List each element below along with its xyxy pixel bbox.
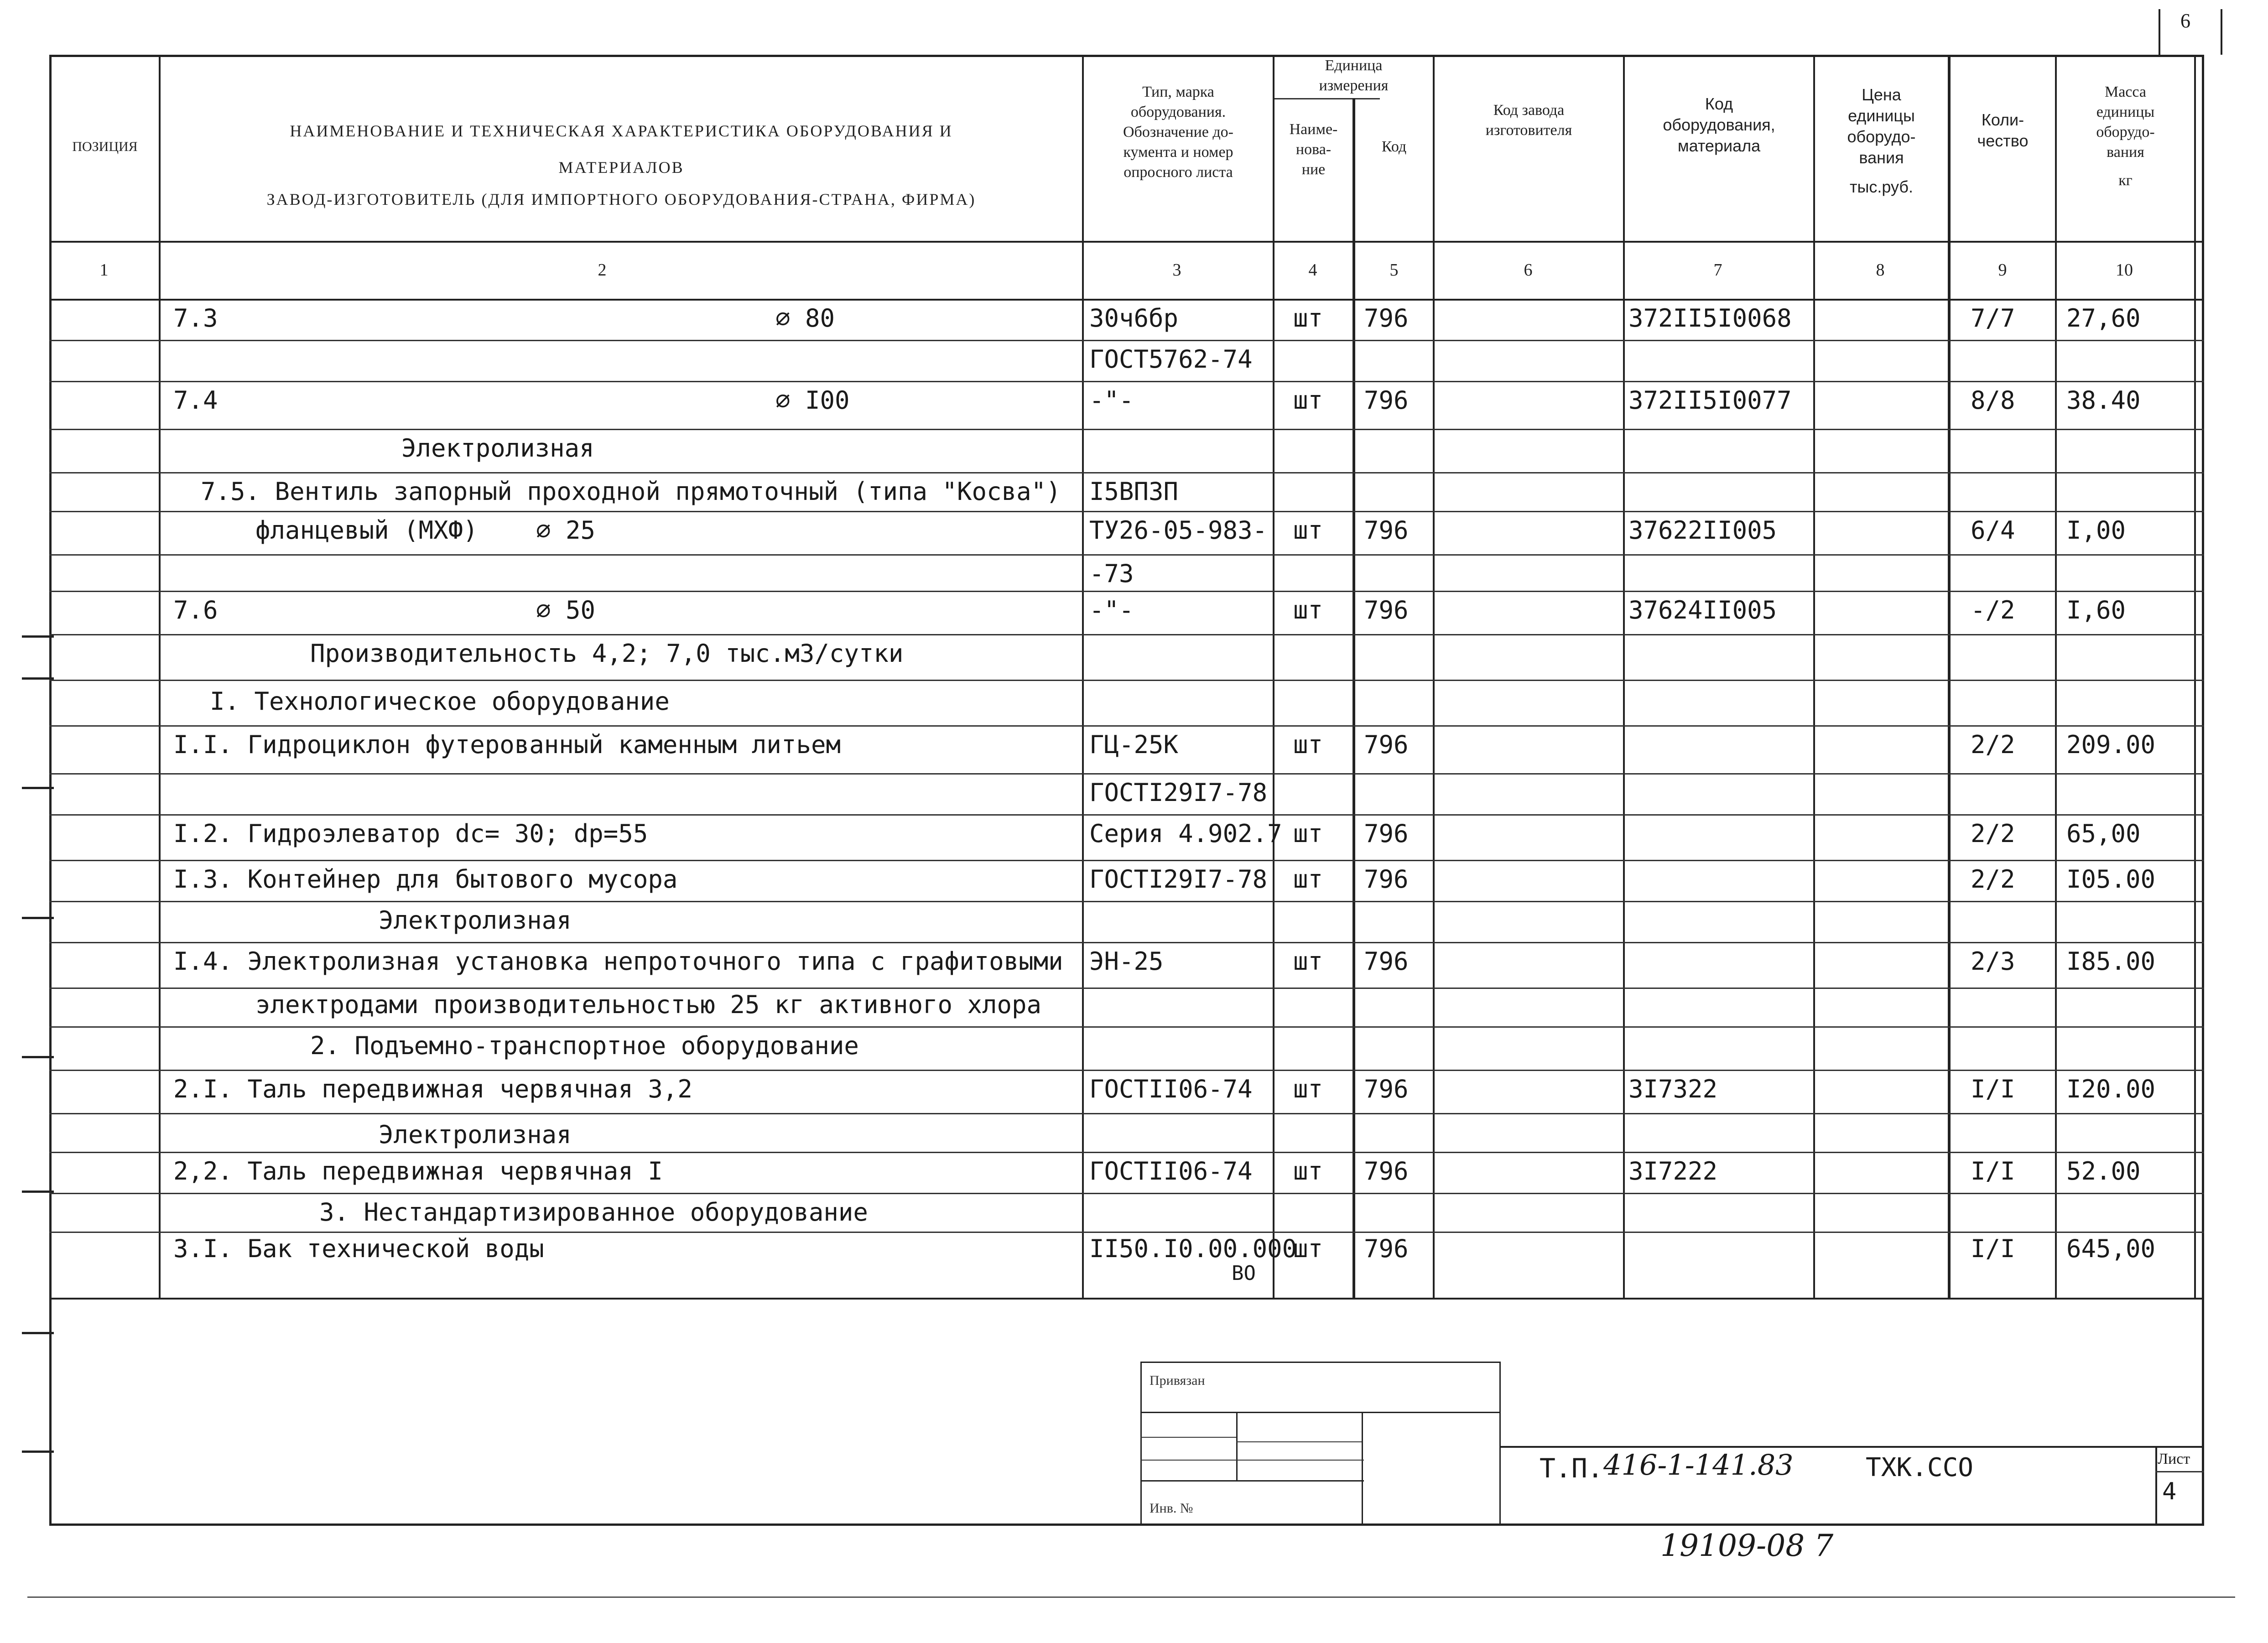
header-position: ПОЗИЦИЯ bbox=[72, 139, 138, 154]
row-mat: 37622II005 bbox=[1628, 516, 1777, 545]
row-type: ЭН-25 bbox=[1089, 947, 1164, 976]
row-mass: I05.00 bbox=[2066, 865, 2156, 894]
row-qty: I/I bbox=[1971, 1157, 2015, 1185]
stamp-privyazan: Привязан bbox=[1150, 1373, 1205, 1388]
row-dia: ∅ 50 bbox=[536, 596, 596, 624]
header-line: оборудования, bbox=[1663, 115, 1775, 134]
header-line: опросного листа bbox=[1124, 164, 1233, 181]
row-name: I. Технологическое оборудование bbox=[210, 687, 670, 716]
row-unit: шт bbox=[1293, 1157, 1323, 1185]
header-unit-group bbox=[1274, 56, 1433, 96]
row-code: 796 bbox=[1364, 730, 1409, 759]
row-name: I.3. Контейнер для бытового мусора bbox=[173, 865, 678, 894]
row-code: 796 bbox=[1364, 516, 1409, 545]
column-number: 4 bbox=[1308, 260, 1317, 280]
row-dia: ∅ 25 bbox=[536, 516, 596, 545]
row-unit: шт bbox=[1293, 947, 1323, 976]
row-mat: 372II5I0068 bbox=[1628, 304, 1792, 333]
header-unit-name bbox=[1274, 120, 1352, 180]
header-line: Масса bbox=[2104, 83, 2146, 100]
row-unit: шт bbox=[1293, 596, 1323, 624]
row-type: ГОСТII06-74 bbox=[1089, 1157, 1253, 1185]
row-qty: I/I bbox=[1971, 1234, 2015, 1263]
row-type: 30ч6бр bbox=[1089, 304, 1179, 333]
row-code: 796 bbox=[1364, 1234, 1409, 1263]
column-number: 7 bbox=[1713, 260, 1722, 280]
row-code: 796 bbox=[1364, 1157, 1409, 1185]
header-line: измерения bbox=[1319, 77, 1389, 94]
header-line: единицы bbox=[2096, 104, 2155, 120]
header-line: Единица bbox=[1325, 57, 1383, 74]
row-divider bbox=[49, 591, 2204, 592]
row-qty: -/2 bbox=[1971, 596, 2015, 624]
row-dia: ∅ 80 bbox=[775, 304, 835, 333]
row-mass: I,60 bbox=[2066, 596, 2126, 624]
row-qty: 2/2 bbox=[1971, 819, 2015, 848]
column-number: 5 bbox=[1389, 260, 1399, 280]
header-line: оборудо- bbox=[2096, 124, 2155, 140]
row-divider bbox=[49, 554, 2204, 556]
row-code: 796 bbox=[1364, 947, 1409, 976]
row-divider bbox=[49, 511, 2204, 512]
header-line: оборудо- bbox=[1847, 127, 1916, 146]
row-type: Серия 4.902.7 bbox=[1089, 819, 1282, 848]
row-divider bbox=[49, 680, 2204, 681]
row-qty: 2/2 bbox=[1971, 730, 2015, 759]
stamp-sheet-label: Лист bbox=[2158, 1451, 2190, 1467]
margin-tick bbox=[22, 1451, 54, 1453]
row-mass: 209.00 bbox=[2066, 730, 2156, 759]
row-divider bbox=[49, 381, 2204, 382]
row-qty: I/I bbox=[1971, 1075, 2015, 1103]
header-line: материала bbox=[1677, 136, 1761, 155]
row-divider bbox=[49, 1070, 2204, 1071]
row-divider bbox=[49, 340, 2204, 341]
header-line: кумента и номер bbox=[1123, 144, 1233, 161]
row-name: 2. Подъемно-транспортное оборудование bbox=[310, 1031, 859, 1060]
row-qty: 7/7 bbox=[1971, 304, 2015, 333]
footer-archive-number: 19109-08 7 bbox=[1660, 1528, 1834, 1563]
header-line: Код bbox=[1705, 94, 1733, 113]
row-type: ГОСТ5762-74 bbox=[1089, 345, 1253, 374]
header-price bbox=[1815, 84, 1948, 198]
row-type: ГЦ-25К bbox=[1089, 730, 1179, 759]
row-type: ГОСТI29I7-78 bbox=[1089, 778, 1268, 807]
row-code: 796 bbox=[1364, 386, 1409, 415]
header-line: единицы bbox=[1848, 106, 1915, 125]
header-line: Наиме- bbox=[1289, 121, 1338, 138]
header-unit-code: Код bbox=[1381, 138, 1407, 155]
header-line: Коли- bbox=[1981, 110, 2024, 129]
column-number: 2 bbox=[598, 260, 607, 280]
column-number: 9 bbox=[1998, 260, 2007, 280]
header-material-code bbox=[1625, 94, 1813, 156]
row-name: 7.5. Вентиль запорный проходной прямоточный (типа "Косва") bbox=[201, 477, 1061, 506]
row-name: фланцевый (МХФ) bbox=[255, 516, 478, 545]
row-qty: 2/3 bbox=[1971, 947, 2015, 976]
row-type: ТУ26-05-983- bbox=[1089, 516, 1268, 545]
row-divider bbox=[49, 634, 2204, 635]
row-unit: шт bbox=[1293, 865, 1323, 894]
row-divider bbox=[49, 773, 2204, 775]
row-mat: 372II5I0077 bbox=[1628, 386, 1792, 415]
row-type: ГОСТII06-74 bbox=[1089, 1075, 1253, 1103]
stamp-tp-prefix: Т.П. bbox=[1540, 1453, 1603, 1484]
header-line: Код завода bbox=[1493, 102, 1565, 119]
stamp-doc-code: ТХК.ССО bbox=[1866, 1453, 1974, 1482]
row-qty: 8/8 bbox=[1971, 386, 2015, 415]
row-unit: шт bbox=[1293, 304, 1323, 333]
row-divider bbox=[49, 901, 2204, 902]
margin-tick bbox=[22, 1056, 54, 1058]
row-divider bbox=[49, 1152, 2204, 1153]
row-type: -"- bbox=[1089, 386, 1134, 415]
row-name: 7.6 bbox=[173, 596, 218, 624]
row-type: I5ВП3П bbox=[1089, 477, 1179, 506]
header-line: Тип, марка bbox=[1142, 83, 1214, 100]
row-name: 2.I. Таль передвижная червячная 3,2 bbox=[173, 1075, 692, 1103]
header-name-line3: ЗАВОД-ИЗГОТОВИТЕЛЬ (ДЛЯ ИМПОРТНОГО ОБОРУДОВАНИЯ-СТРАНА, ФИРМА) bbox=[266, 190, 976, 208]
sheet-corner-number: 6 bbox=[2180, 10, 2190, 32]
header-line: вания bbox=[1859, 148, 1904, 167]
header-line: тыс.руб. bbox=[1849, 177, 1913, 196]
row-divider bbox=[49, 1026, 2204, 1028]
row-code: 796 bbox=[1364, 596, 1409, 624]
stamp-inv: Инв. № bbox=[1150, 1501, 1193, 1516]
row-divider bbox=[49, 1193, 2204, 1194]
row-name: I.4. Электролизная установка непроточного типа с графитовыми bbox=[173, 947, 1063, 976]
row-type: ГОСТI29I7-78 bbox=[1089, 865, 1268, 894]
row-unit: шт bbox=[1293, 1234, 1323, 1263]
row-qty: 6/4 bbox=[1971, 516, 2015, 545]
header-factory-code bbox=[1435, 100, 1623, 140]
row-mass: 52.00 bbox=[2066, 1157, 2141, 1185]
row-divider bbox=[49, 1113, 2204, 1114]
row-mass: I,00 bbox=[2066, 516, 2126, 545]
row-name: 3.I. Бак технической воды bbox=[173, 1234, 544, 1263]
row-code: 796 bbox=[1364, 304, 1409, 333]
row-name: Электролизная bbox=[379, 906, 572, 935]
row-unit: шт bbox=[1293, 516, 1323, 545]
row-mass: I20.00 bbox=[2066, 1075, 2156, 1103]
row-divider bbox=[49, 1232, 2204, 1233]
row-divider bbox=[49, 942, 2204, 943]
row-name: электродами производительностью 25 кг активного хлора bbox=[255, 990, 1042, 1019]
column-number: 3 bbox=[1172, 260, 1181, 280]
row-dia: ∅ I00 bbox=[775, 386, 850, 415]
row-mass: I85.00 bbox=[2066, 947, 2156, 976]
row-unit: шт bbox=[1293, 386, 1323, 415]
row-mass: 27,60 bbox=[2066, 304, 2141, 333]
header-line: изготовителя bbox=[1485, 122, 1572, 139]
margin-tick bbox=[22, 917, 54, 919]
column-number: 8 bbox=[1876, 260, 1885, 280]
row-divider bbox=[49, 429, 2204, 430]
column-number: 10 bbox=[2116, 260, 2133, 280]
header-line: нова- bbox=[1295, 141, 1332, 158]
row-unit: шт bbox=[1293, 819, 1323, 848]
row-name: 7.4 bbox=[173, 386, 218, 415]
column-number: 1 bbox=[99, 260, 109, 280]
header-name-line2: МАТЕРИАЛОВ bbox=[558, 158, 684, 177]
row-divider bbox=[49, 725, 2204, 727]
row-name: Электролизная bbox=[401, 434, 594, 463]
header-line: чество bbox=[1977, 131, 2029, 150]
row-name: 7.3 bbox=[173, 304, 218, 333]
header-quantity bbox=[1951, 109, 2055, 151]
margin-tick bbox=[22, 787, 54, 789]
row-name: Производительность 4,2; 7,0 тыс.м3/сутки bbox=[310, 639, 904, 668]
header-line: кг bbox=[2118, 172, 2133, 189]
header-line: оборудования. bbox=[1130, 104, 1226, 120]
row-name: 2,2. Таль передвижная червячная I bbox=[173, 1157, 663, 1185]
row-name: I.I. Гидроциклон футерованный каменным литьем bbox=[173, 730, 841, 759]
row-mat: 3I7222 bbox=[1628, 1157, 1718, 1185]
row-code: 796 bbox=[1364, 819, 1409, 848]
margin-tick bbox=[22, 635, 54, 638]
row-unit: шт bbox=[1293, 730, 1323, 759]
margin-tick bbox=[22, 1332, 54, 1334]
stamp-sheet-number: 4 bbox=[2162, 1478, 2177, 1505]
row-mass: 38.40 bbox=[2066, 386, 2141, 415]
row-type2: ВО bbox=[1232, 1262, 1256, 1285]
row-name: 3. Нестандартизированное оборудование bbox=[319, 1198, 868, 1227]
header-line: вания bbox=[2107, 144, 2144, 161]
row-mass: 645,00 bbox=[2066, 1234, 2156, 1263]
row-qty: 2/2 bbox=[1971, 865, 2015, 894]
row-divider bbox=[49, 814, 2204, 816]
stamp-tp-number: 416-1-141.83 bbox=[1603, 1448, 1794, 1482]
row-code: 796 bbox=[1364, 865, 1409, 894]
row-mass: 65,00 bbox=[2066, 819, 2141, 848]
header-name-line1: НАИМЕНОВАНИЕ И ТЕХНИЧЕСКАЯ ХАРАКТЕРИСТИКА ОБОРУДОВАНИЯ И bbox=[290, 122, 953, 140]
header-line: Обозначение до- bbox=[1123, 124, 1233, 140]
row-type: -73 bbox=[1089, 559, 1134, 588]
header-line: ние bbox=[1301, 161, 1326, 178]
row-type: II50.I0.00.000 bbox=[1089, 1234, 1297, 1263]
row-divider bbox=[49, 860, 2204, 861]
row-type: -"- bbox=[1089, 596, 1134, 624]
header-mass bbox=[2057, 82, 2194, 191]
row-mat: 37624II005 bbox=[1628, 596, 1777, 624]
header-type-mark bbox=[1084, 82, 1273, 182]
column-number: 6 bbox=[1524, 260, 1533, 280]
row-name: I.2. Гидроэлеватор dc= 30; dp=55 bbox=[173, 819, 648, 848]
header-line: Цена bbox=[1862, 85, 1901, 104]
row-mat: 3I7322 bbox=[1628, 1075, 1718, 1103]
row-divider bbox=[49, 472, 2204, 473]
row-name: Электролизная bbox=[379, 1120, 572, 1149]
row-code: 796 bbox=[1364, 1075, 1409, 1103]
row-unit: шт bbox=[1293, 1075, 1323, 1103]
row-divider bbox=[49, 988, 2204, 989]
